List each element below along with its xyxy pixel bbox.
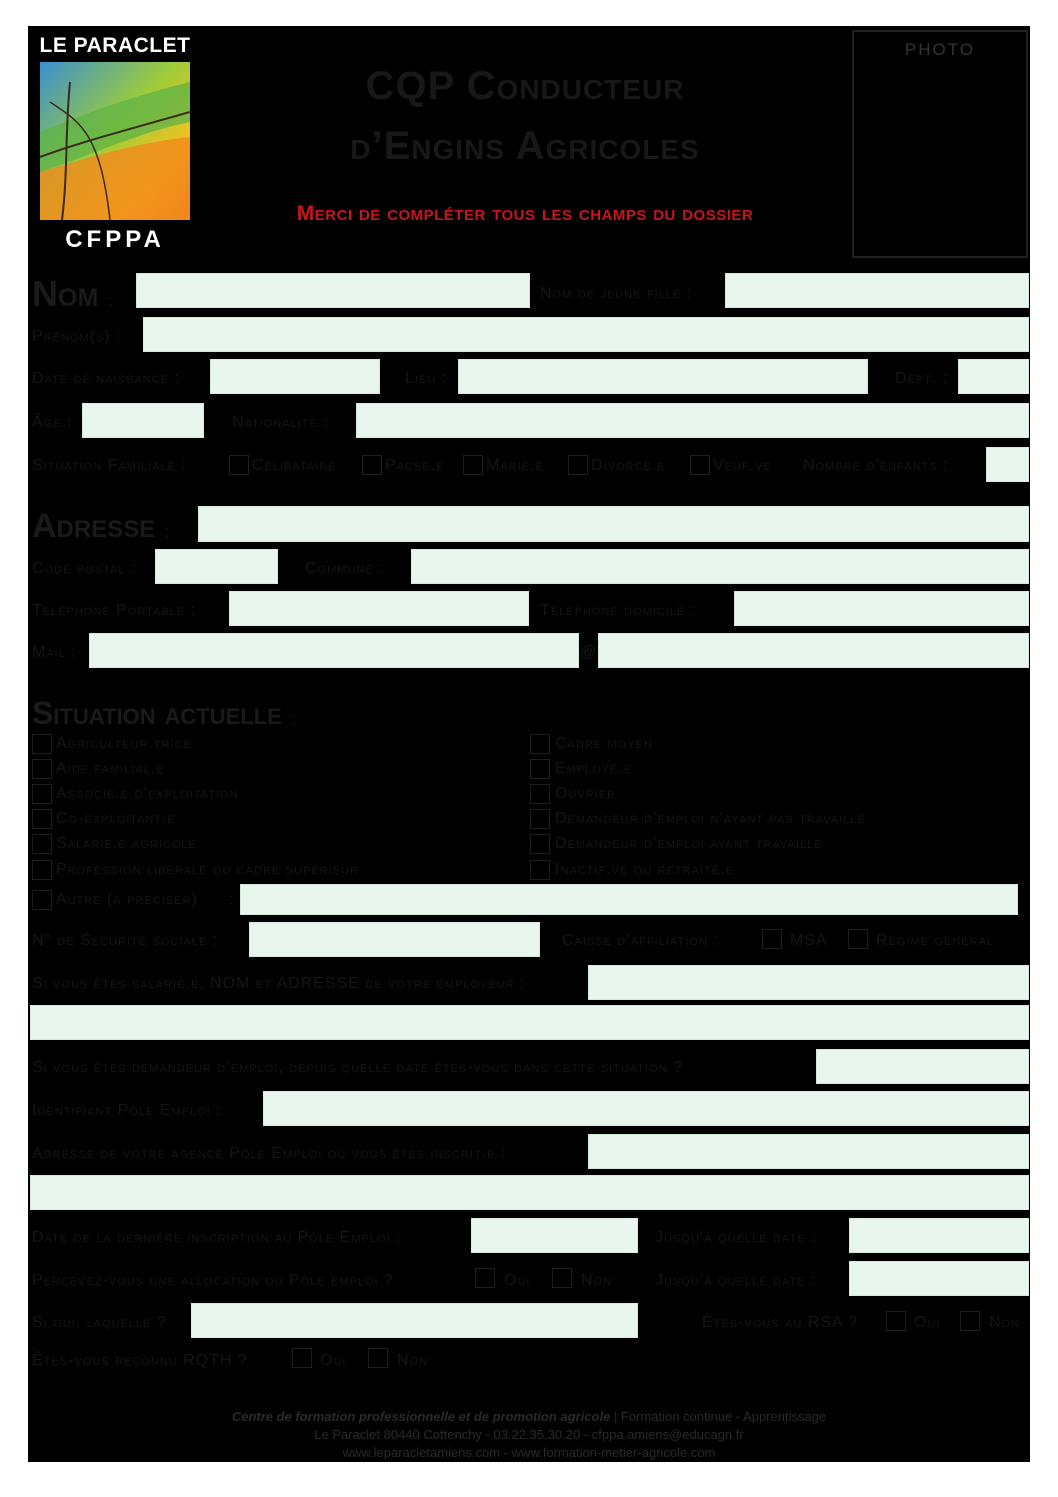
option-label: Employé.e (555, 760, 633, 777)
rsa-non-label: Non (989, 1314, 1021, 1331)
divorce-checkbox[interactable] (568, 455, 588, 475)
option-label: Salarié.e agricole (56, 835, 197, 852)
rsa-oui-checkbox[interactable] (886, 1311, 906, 1331)
celibataire-label: Célibataire (252, 457, 337, 474)
employeur-field-2[interactable] (30, 1005, 1029, 1040)
regime-general-checkbox[interactable] (848, 929, 868, 949)
co-exploitant-checkbox[interactable] (32, 809, 52, 829)
rqth-non-label: Non (397, 1352, 429, 1369)
agence-pe-field-1[interactable] (588, 1134, 1029, 1169)
rqth-oui-checkbox[interactable] (292, 1348, 312, 1368)
nationalite-field[interactable] (356, 403, 1029, 438)
commune-field[interactable] (411, 549, 1029, 584)
msa-label: MSA (790, 932, 828, 949)
rsa-non-checkbox[interactable] (960, 1311, 980, 1331)
rsa-oui-label: Oui (914, 1314, 941, 1331)
employeur-label: Si vous êtes salarié.e, NOM et ADRESSE de votre employeur : (32, 975, 526, 992)
option-label: Agriculteur.trice (56, 735, 192, 752)
cadre-moyen-checkbox[interactable] (530, 734, 550, 754)
rqth-oui-label: Oui (320, 1352, 347, 1369)
allocation-label: Percevez-vous une allocation du Pôle emploi ? (32, 1272, 394, 1289)
celibataire-checkbox[interactable] (229, 455, 249, 475)
veuf-checkbox[interactable] (690, 455, 710, 475)
aide-familial-checkbox[interactable] (32, 759, 52, 779)
photo-label: PHOTO (904, 40, 976, 59)
landscape-logo-icon (40, 62, 190, 220)
logo-bottom-text: CFPPA (65, 226, 165, 253)
demandeur-ayant-travaille-checkbox[interactable] (530, 834, 550, 854)
marie-label: Marié.e (486, 457, 544, 474)
option-label: Demandeur d’emploi ayant travaillé (555, 835, 823, 852)
adresse-field[interactable] (198, 506, 1029, 542)
nom-heading: Nom : (32, 273, 113, 314)
lieu-field[interactable] (458, 359, 868, 394)
pacse-label: Pacsé.e (385, 457, 445, 474)
option-label: Profession libérale ou cadre supérieur (56, 861, 360, 878)
option-label: Associé.e d’exploitation (56, 785, 239, 802)
footer-line1 (0, 1408, 1058, 1426)
divorce-label: Divorcé.e (591, 457, 666, 474)
form-title-line1: CQP Conducteur (365, 64, 685, 108)
caisse-label: Caisse d’affiliation : (562, 932, 719, 949)
situation-heading: Situation actuelle : (32, 695, 296, 731)
tel-portable-label: Téléphone Portable : (32, 602, 197, 619)
salarie-agricole-checkbox[interactable] (32, 834, 52, 854)
veuf-label: Veuf.ve (713, 457, 772, 474)
allocation-non-checkbox[interactable] (552, 1268, 572, 1288)
date-naissance-label: Date de naissance : (32, 370, 180, 387)
employe-checkbox[interactable] (530, 759, 550, 779)
demandeur-depuis-label: Si vous êtes demandeur d’emploi, depuis quelle date êtes-vous dans cette situation ? (32, 1059, 683, 1076)
dept-field[interactable] (958, 359, 1029, 394)
footer-services: | Formation continue - Apprentissage (610, 1409, 827, 1424)
employeur-field-1[interactable] (588, 965, 1029, 1000)
associe-checkbox[interactable] (32, 784, 52, 804)
paraclet-logo (30, 30, 200, 258)
date-naissance-field[interactable] (210, 359, 380, 394)
form-title-line2: d’Engins Agricoles (350, 124, 700, 168)
nombre-enfants-field[interactable] (986, 447, 1029, 482)
footer-line3: www.leparacletamiens.com - www.formation-metier-agricole.com (342, 1445, 716, 1460)
identifiant-pe-label: Identifiant Pôle Emploi : (32, 1102, 222, 1119)
rsa-label: Êtes-vous au RSA ? (702, 1314, 859, 1331)
nombre-enfants-label: Nombre d’enfants : (803, 457, 949, 474)
pacse-checkbox[interactable] (362, 455, 382, 475)
derniere-inscription-label: Date de la dernière inscription au Pôle Emploi : (32, 1229, 402, 1246)
demandeur-depuis-field[interactable] (816, 1049, 1029, 1084)
option-label: Ouvrier (555, 785, 617, 802)
agriculteur-checkbox[interactable] (32, 734, 52, 754)
situation-familiale-label: Situation Familiale : (32, 457, 187, 474)
mail-label: Mail : (32, 644, 77, 661)
autre-checkbox[interactable] (32, 890, 52, 910)
agence-pe-field-2[interactable] (30, 1175, 1029, 1210)
option-label: Inactif.ve ou retraité.e (555, 861, 734, 878)
agence-pe-label: Adresse de votre agence Pôle Emploi où vous êtes inscrit.e : (32, 1145, 507, 1162)
autre-colon: : (229, 891, 235, 908)
option-label: Demandeur d’emploi n’ayant pas travaillé (555, 810, 866, 827)
allocation-oui-label: Oui (504, 1272, 531, 1289)
marie-checkbox[interactable] (463, 455, 483, 475)
allocation-non-label: Non (581, 1272, 613, 1289)
code-postal-field[interactable] (155, 549, 278, 584)
regime-general-label: Régime général (876, 932, 995, 949)
commune-label: Commune : (305, 560, 385, 577)
dept-label: Dépt. : (895, 370, 949, 387)
msa-checkbox[interactable] (762, 929, 782, 949)
tel-domicile-field[interactable] (734, 591, 1029, 626)
footer-line2: Le Paraclet 80440 Cottenchy - 03.22.35.30.20 - cfppa.amiens@educagri.fr (314, 1427, 744, 1442)
secu-field[interactable] (249, 922, 540, 957)
si-oui-field[interactable] (191, 1303, 638, 1338)
profession-liberale-checkbox[interactable] (32, 860, 52, 880)
photo-box[interactable] (852, 30, 1028, 258)
nom-field[interactable] (136, 273, 530, 308)
demandeur-sans-travail-checkbox[interactable] (530, 809, 550, 829)
identifiant-pe-field[interactable] (263, 1091, 1029, 1126)
age-field[interactable] (82, 403, 204, 438)
option-label: Cadre moyen (555, 735, 653, 752)
tel-domicile-label: Téléphone domicile : (540, 602, 697, 619)
derniere-inscription-field[interactable] (471, 1218, 638, 1253)
ouvrier-checkbox[interactable] (530, 784, 550, 804)
prenoms-field[interactable] (143, 317, 1029, 352)
prenoms-label: Prénom(s) : (32, 328, 122, 345)
jusqua-label-2: Jusqu’à quelle date : (655, 1272, 817, 1289)
age-label: Âge : (32, 414, 73, 431)
jusqua-field-1[interactable] (849, 1218, 1029, 1253)
lieu-label: Lieu : (405, 370, 448, 387)
footer-org: Centre de formation professionnelle et de promotion agricole (231, 1409, 611, 1424)
code-postal-label: Code postal : (32, 560, 137, 577)
autre-field[interactable] (240, 884, 1018, 915)
jusqua-field-2[interactable] (849, 1261, 1029, 1296)
mail-user-field[interactable] (89, 633, 579, 668)
tel-portable-field[interactable] (229, 591, 529, 626)
rqth-label: Êtes-vous reconnu RQTH ? (32, 1352, 248, 1369)
jusqua-label-1: Jusqu’à quelle date : (655, 1229, 817, 1246)
si-oui-label: Si oui, laquelle ? (32, 1314, 167, 1331)
autre-label: Autre (à préciser) (56, 891, 198, 908)
logo-top-text: LE PARACLET (39, 34, 191, 57)
rqth-non-checkbox[interactable] (368, 1348, 388, 1368)
inactif-checkbox[interactable] (530, 860, 550, 880)
allocation-oui-checkbox[interactable] (475, 1268, 495, 1288)
nom-jeune-fille-field[interactable] (725, 273, 1029, 308)
form-subtitle: Merci de compléter tous les champs du dossier (296, 202, 754, 225)
adresse-heading: Adresse : (32, 507, 170, 545)
secu-label: N° de Sécurité sociale : (32, 932, 219, 949)
option-label: Aide familial.e (56, 760, 165, 777)
nationalite-label: Nationalité : (232, 414, 329, 431)
option-label: Co-exploitant.e (56, 810, 176, 827)
mail-domain-field[interactable] (598, 633, 1029, 668)
at-sign: @ (580, 644, 597, 661)
nom-jeune-fille-label: Nom de jeune fille : (540, 285, 693, 302)
